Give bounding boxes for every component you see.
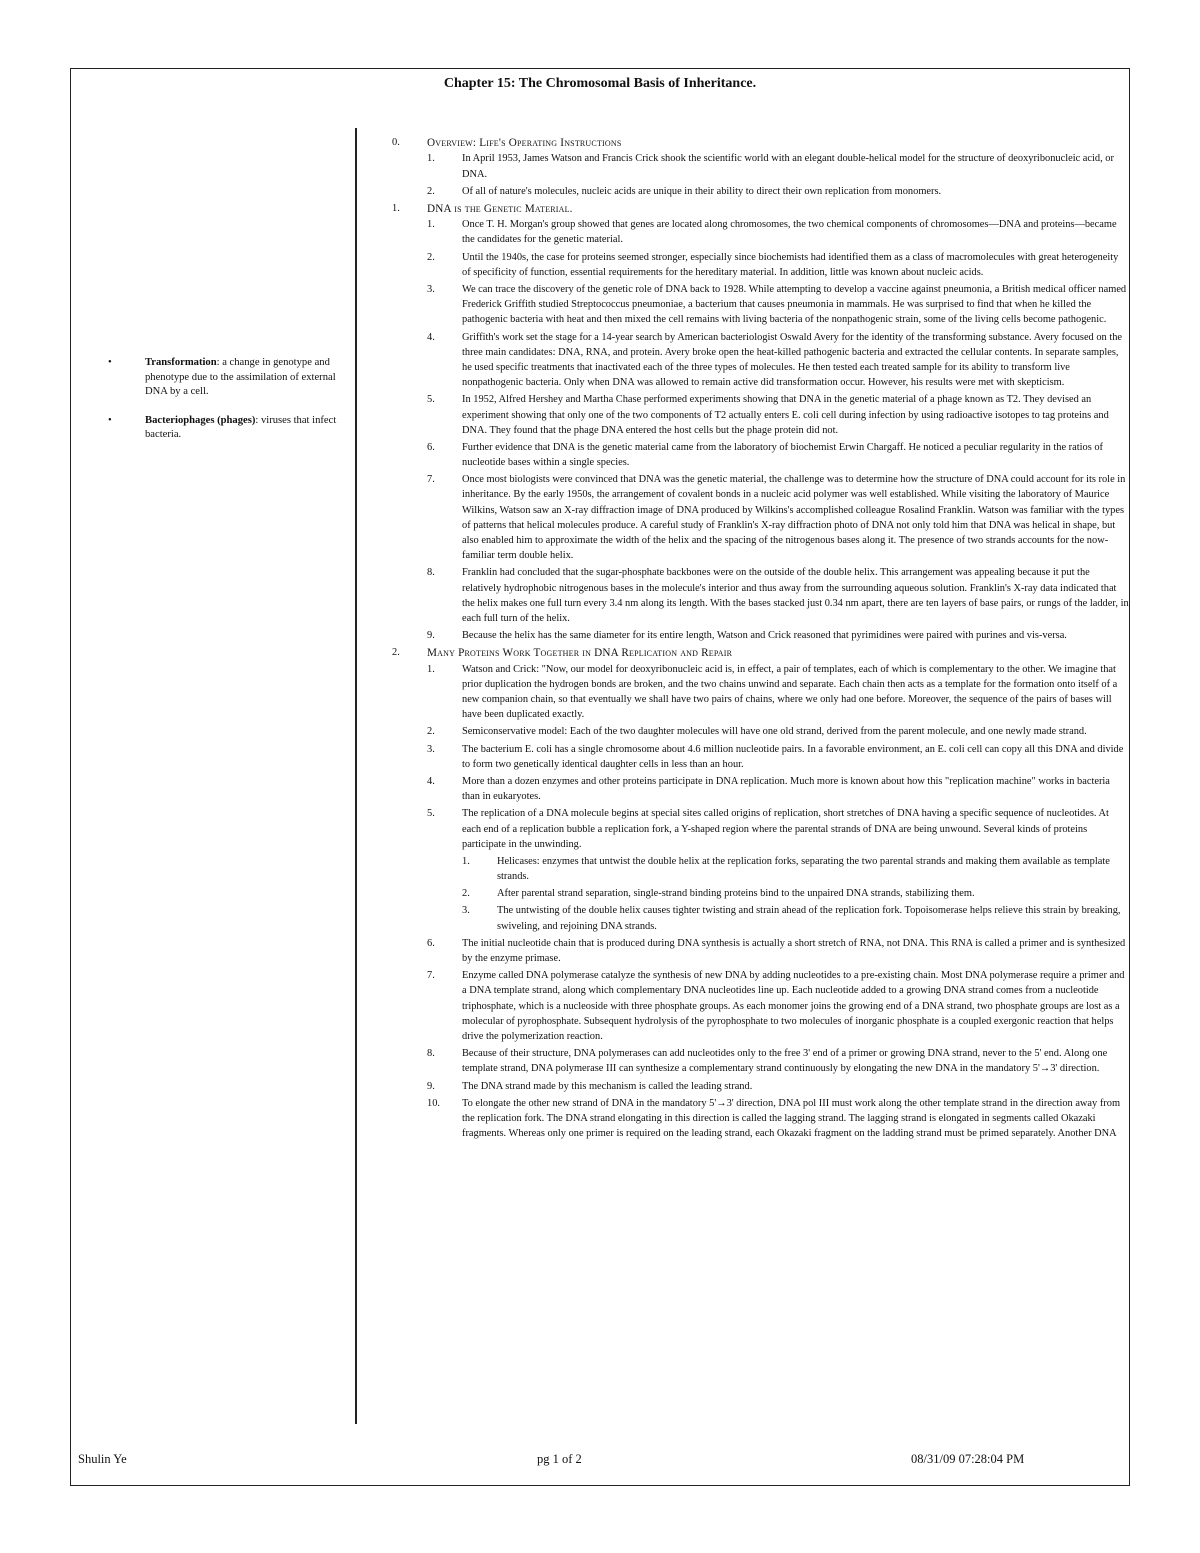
outline-point	[427, 742, 1129, 772]
point-text: Once T. H. Morgan's group showed that genes are located along chromosomes, the two chemical components of chromosomes—DNA and proteins—became the candidates for the genetic material.	[462, 219, 1117, 246]
point-number: 2.	[427, 185, 435, 197]
section-heading	[392, 201, 1129, 217]
point-text: The DNA strand made by this mechanism is called the leading strand.	[462, 1080, 753, 1092]
section-heading	[392, 135, 1129, 151]
subpoint-number: 2.	[462, 888, 470, 900]
section-title: DNA is the Genetic Material.	[427, 202, 573, 215]
point-text: Griffith's work set the stage for a 14-year search by American bacteriologist Oswald Avery for the identity of the transforming substance. Avery focused on the three main candidates: DNA, RNA, and protein. Avery broke open the heat-killed pathogenic bacteria and extracted the cellular contents. In separate samples, he used specific treatments that inactivated each of the three types of molecules. He then tested each treated sample for its ability to transform live nonpathogenic bacteria. Only when DNA was allowed to remain active did transformation occur. However, his results were met with skepticism.	[462, 331, 1123, 389]
outline-point	[427, 217, 1129, 247]
point-text: In 1952, Alfred Hershey and Martha Chase performed experiments showing that DNA in the genetic material of a phage known as T2. They devised an experiment showing that only one of the two components of T2 actually enters E. coli cell during infection by using radioactive isotopes to tag proteins and DNA. They found that the phage DNA entered the host cells but the phage protein did not.	[462, 394, 1109, 436]
point-text: Watson and Crick: "Now, our model for deoxyribonucleic acid is, in effect, a pair of templates, each of which is complementary to the other. We imagine that prior duplication the hydrogen bonds are broken, and the two chains unwind and separate. Each chain then acts as a template for the formation onto itself of a new companion chain, so that eventually we shall have two pairs of chains, where we only had one before. Moreover, the sequence of the pairs of bases will have been duplicated exactly.	[462, 663, 1118, 721]
outline-point	[427, 662, 1129, 723]
outline-point	[427, 936, 1129, 966]
point-text: Further evidence that DNA is the genetic material came from the laboratory of biochemist Erwin Chargaff. He noticed a peculiar regularity in the ratios of nucleotide bases within a single species.	[462, 441, 1104, 469]
point-text: We can trace the discovery of the genetic role of DNA back to 1928. While attempting to develop a vaccine against pneumonia, a British medical officer named Frederick Griffith studied Streptococcus pneumoniae, a bacterium that causes pneumonia in mammals. He was surprised to find that when he killed the pathogenic bacteria with heat and then mixed the cell remains with living bacteria of the nonpathogenic strain, some of the living cells become pathogenic.	[462, 284, 1127, 326]
point-text: The replication of a DNA molecule begins at special sites called origins of replication, short stretches of DNA having a specific sequence of nucleotides. At each end of a replication bubble a replication fork, a Y-shaped region where the parental strands of DNA are being unwound. Several kinds of proteins participate in the unwinding.	[462, 808, 1109, 850]
outline-point	[427, 724, 1129, 739]
point-number: 7.	[427, 474, 435, 486]
sidebar-definition	[108, 414, 338, 443]
point-number: 5.	[427, 808, 435, 820]
point-text: Because of their structure, DNA polymerases can add nucleotides only to the free 3' end of a primer or growing DNA strand, never to the 5' end. Along one template strand, DNA polymerase III can synthesize a complementary strand continuously by elongating the new DNA in the mandatory 5'→3' direction.	[462, 1048, 1108, 1075]
outline-point	[427, 806, 1129, 852]
point-number: 1.	[427, 153, 435, 165]
subpoint-number: 1.	[462, 855, 470, 867]
outline-point	[427, 330, 1129, 391]
point-text: Franklin had concluded that the sugar-phosphate backbones were on the outside of the double helix. This arrangement was appealing because it put the relatively hydrophobic nitrogenous bases in the molecule's interior and thus away from the surrounding aqueous solution. Franklin's X-ray data indicated that the helix makes one full turn every 3.4 nm along its length. With the bases stacked just 0.34 nm apart, there are ten layers of base pairs, or rungs of the ladder, in each full turn of the helix.	[462, 567, 1129, 624]
outline-point	[427, 440, 1129, 470]
page-title: Chapter 15: The Chromosomal Basis of Inheritance.	[443, 76, 757, 91]
outline-point	[427, 184, 1129, 199]
point-number: 4.	[427, 331, 435, 343]
point-number: 2.	[427, 251, 435, 263]
point-text: Until the 1940s, the case for proteins seemed stronger, especially since biochemists had identified them as a class of macromolecules with great heterogeneity of specificity of function, essential requirements for the hereditary material. In addition, little was known about nucleic acids.	[462, 251, 1119, 278]
outline-point	[427, 1096, 1129, 1142]
point-number: 8.	[427, 567, 435, 579]
outline-point	[427, 1046, 1129, 1076]
footer-timestamp: 08/31/09 07:28:04 PM	[911, 1452, 1025, 1466]
outline-point	[427, 151, 1129, 181]
point-number: 6.	[427, 441, 435, 453]
point-text: The initial nucleotide chain that is produced during DNA synthesis is actually a short stretch of RNA, not DNA. This RNA is called a primer and is synthesized by the enzyme primase.	[462, 937, 1126, 965]
point-number: 9.	[427, 630, 435, 642]
definition-term: Bacteriophages (phages)	[145, 414, 256, 426]
outline-point	[427, 472, 1129, 563]
section-title: Overview: Life's Operating Instructions	[427, 137, 622, 149]
margin-divider	[355, 128, 357, 1424]
footer-page-number: pg 1 of 2	[537, 1452, 582, 1466]
point-number: 6.	[427, 937, 435, 949]
point-number: 8.	[427, 1048, 435, 1060]
bullet-icon: •	[108, 414, 112, 426]
subpoint-number: 3.	[462, 905, 470, 917]
outline-point	[427, 392, 1129, 438]
bullet-icon: •	[108, 357, 112, 368]
point-number: 5.	[427, 394, 435, 406]
point-text: Semiconservative model: Each of the two daughter molecules will have one old strand, derived from the parent molecule, and one newly made strand.	[462, 726, 1087, 738]
point-number: 4.	[427, 775, 435, 787]
footer-author: Shulin Ye	[78, 1452, 127, 1466]
section-number: 2.	[392, 647, 400, 659]
section-heading	[392, 645, 1129, 661]
outline-body	[392, 134, 1129, 1143]
section-title: Many Proteins Work Together in DNA Replication and Repair	[427, 647, 733, 660]
point-number: 3.	[427, 743, 435, 755]
outline-point	[427, 968, 1129, 1044]
section-number: 0.	[392, 137, 400, 148]
outline-point	[427, 565, 1129, 626]
point-number: 9.	[427, 1080, 435, 1092]
point-text: In April 1953, James Watson and Francis Crick shook the scientific world with an elegant double-helical model for the structure of deoxyribonucleic acid, or DNA.	[462, 153, 1114, 180]
section-number: 1.	[392, 202, 400, 214]
sidebar-notes	[108, 356, 338, 457]
point-number: 3.	[427, 284, 435, 295]
outline-subpoint	[462, 854, 1129, 884]
subpoint-text: Helicases: enzymes that untwist the double helix at the replication forks, separating the two parental strands and making them available as template strands.	[497, 855, 1110, 883]
point-number: 1.	[427, 219, 435, 231]
outline-point	[427, 1079, 1129, 1094]
point-text: Because the helix has the same diameter for its entire length, Watson and Crick reasoned that pyrimidines were paired with purines and vis-versa.	[462, 630, 1067, 642]
definition-text: : viruses that infect bacteria.	[145, 414, 337, 441]
outline-point	[427, 250, 1129, 280]
subpoint-text: After parental strand separation, single-strand binding proteins bind to the unpaired DNA strands, stabilizing them.	[497, 888, 975, 900]
outline-subpoint	[462, 903, 1129, 933]
outline-point	[427, 774, 1129, 804]
definition-term: Transformation	[145, 357, 217, 368]
definition-text: : a change in genotype and phenotype due to the assimilation of external DNA by a cell.	[145, 357, 336, 398]
point-text: Of all of nature's molecules, nucleic acids are unique in their ability to direct their own replication from monomers.	[462, 185, 942, 197]
point-text: Enzyme called DNA polymerase catalyze the synthesis of new DNA by adding nucleotides to a pre-existing chain. Most DNA polymerase require a primer and a DNA template strand, along which complementary DNA nucleotides line up. Each nucleotide added to a growing DNA strand comes from a nucleotide triphosphate, which is a nucleoside with three phosphate groups. As each monomer joins the growing end of a DNA strand, two phosphate groups are lost as a molecular of pyrophosphate. Subsequent hydrolysis of the pyrophosphate to two molecules of inorganic phosphate is a coupled exergonic reaction that helps drive the polymerization reaction.	[462, 970, 1125, 1042]
point-text: Once most biologists were convinced that DNA was the genetic material, the challenge was to determine how the structure of DNA could account for its role in inheritance. By the early 1950s, the arrangement of covalent bonds in a nucleic acid polymer was well established. While visiting the laboratory of Maurice Wilkins, Watson saw an X-ray diffraction image of DNA produced by Wilkins's accomplished colleague Rosalind Franklin. Watson was familiar with the types of patterns that helical molecules produce. A careful study of Franklin's X-ray diffraction photo of DNA not only told him that DNA was helical in shape, but also enabled him to approximate the width of the helix and the spacing of the nitrogenous bases along it. The presence of two strands accounts for the now-familiar term double helix.	[462, 474, 1126, 562]
point-text: To elongate the other new strand of DNA in the mandatory 5'→3' direction, DNA pol III must work along the other template strand in the direction away from the replication fork. The DNA strand elongating in this direction is called the lagging strand. The lagging strand is elongated in segments called Okazaki fragments. Whereas only one primer is required on the leading strand, each Okazaki fragment on the ladding strand must be primed separately. Another DNA	[462, 1097, 1121, 1140]
outline-point	[427, 628, 1129, 643]
point-number: 7.	[427, 970, 435, 982]
outline-subpoint	[462, 886, 1129, 901]
sidebar-definition	[108, 356, 338, 400]
subpoint-text: The untwisting of the double helix causes tighter twisting and strain ahead of the replication fork. Topoisomerase helps relieve this strain by breaking, swiveling, and rejoining DNA strands.	[497, 905, 1121, 932]
point-number: 1.	[427, 663, 435, 675]
outline-point	[427, 282, 1129, 328]
point-number: 10.	[427, 1097, 440, 1109]
point-text: More than a dozen enzymes and other proteins participate in DNA replication. Much more is known about how this "replication machine" works in bacteria than in eukaryotes.	[462, 775, 1110, 803]
point-number: 2.	[427, 726, 435, 738]
point-text: The bacterium E. coli has a single chromosome about 4.6 million nucleotide pairs. In a favorable environment, an E. coli cell can copy all this DNA and divide to form two genetically identical daughter cells in less than an hour.	[462, 743, 1124, 770]
